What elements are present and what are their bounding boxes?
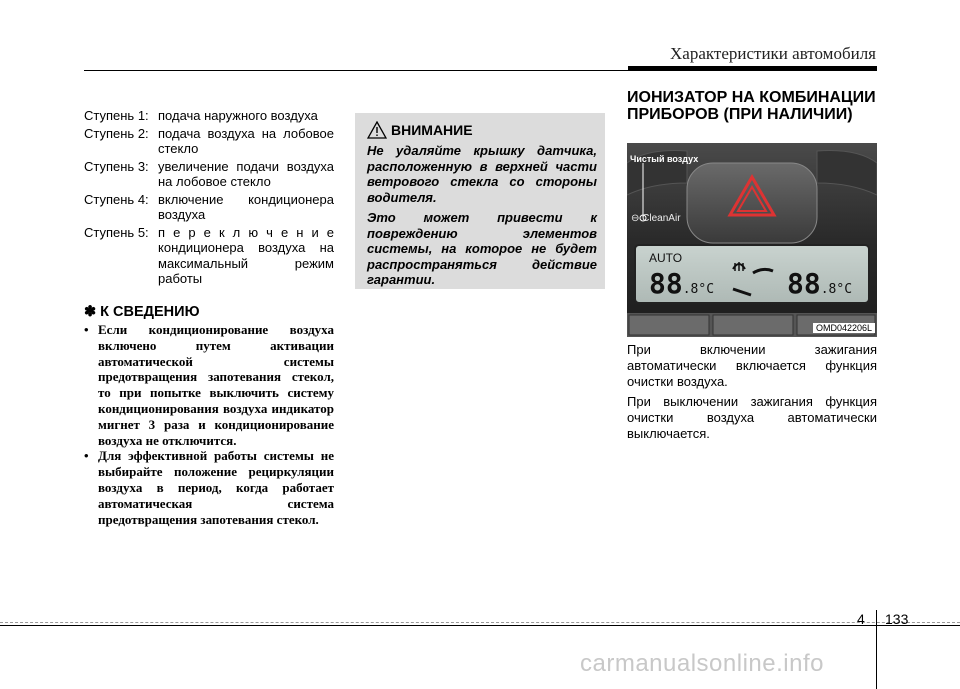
- warning-triangle-icon: [367, 121, 387, 139]
- steps-list: [84, 108, 334, 289]
- watermark: carmanualsonline.info: [580, 650, 824, 677]
- step-text: п е р е к л ю ч е н и е кондиционера воздуха на максимальный режим работы: [158, 224, 334, 286]
- step-label: Ступень 1:: [84, 108, 149, 123]
- temp-left-digits: 88: [649, 267, 683, 300]
- caution-body: [367, 143, 597, 293]
- step-label: Ступень 5:: [84, 224, 149, 240]
- running-header: Характеристики автомобиля: [670, 44, 876, 63]
- dashboard-illustration: [627, 143, 877, 337]
- step-text: подача воздуха на лобовое стекло: [158, 125, 334, 156]
- step-item: [84, 192, 334, 223]
- note-title: ✽ К СВЕДЕНИЮ: [84, 304, 200, 320]
- note-text: Для эффективной работы системы не выбирайте положение рециркуляции воздуха в период, когда работает автоматическая система предотвращения запотевания стекол.: [98, 448, 334, 527]
- bullet-icon: •: [84, 322, 89, 337]
- cleanair-label: [631, 213, 681, 224]
- temp-right-digits: 88: [787, 267, 821, 300]
- body-paragraph: При выключении зажигания функция очистки воздуха автоматически выключается.: [627, 394, 877, 441]
- caution-title: ВНИМАНИЕ: [391, 122, 473, 138]
- caution-header: [367, 121, 473, 139]
- ion-icon: ⊖: [631, 213, 640, 224]
- step-item: [84, 126, 334, 157]
- step-item: [84, 225, 334, 287]
- note-text: Если кондиционирование воздуха включено путем активации автоматической системы предотвращения запотевания стекол, то при попытке выключить систему кондиционирования воздуха индикатор мигнет 3 раза и кондиционирование воздуха не отключится.: [98, 322, 334, 448]
- caution-paragraph: Это может привести к повреждению элементов системы, на которое не будет распространяться действие гарантии.: [367, 210, 597, 287]
- page-number: 133: [885, 611, 909, 627]
- footer-divider: [876, 610, 877, 689]
- footer-dashed-rule: [0, 622, 960, 623]
- caution-box: [355, 113, 605, 289]
- header-rule: [84, 70, 877, 71]
- temp-left: [649, 267, 714, 300]
- figure-code: OMD042206L: [813, 323, 875, 333]
- note-item: [84, 322, 334, 448]
- auto-label: AUTO: [649, 251, 683, 265]
- step-label: Ступень 3:: [84, 158, 149, 174]
- bullet-icon: •: [84, 448, 89, 464]
- step-label: Ступень 4:: [84, 191, 149, 207]
- temp-right: [787, 267, 852, 300]
- caution-paragraph: Не удаляйте крышку датчика, расположенную в верхней части ветрового стекла со стороны водителя.: [367, 143, 597, 205]
- dashboard-photo: [627, 143, 877, 337]
- cleanair-text: CleanAir: [642, 213, 681, 224]
- note-item: [84, 448, 334, 527]
- step-item: [84, 159, 334, 190]
- temp-left-decimal: .8°C: [682, 282, 715, 297]
- chapter-number: 4: [857, 611, 865, 627]
- temp-right-decimal: .8°C: [820, 282, 853, 297]
- section-title: ИОНИЗАТОР НА КОМБИНАЦИИ ПРИБОРОВ (ПРИ НАЛИЧИИ): [627, 89, 876, 123]
- footer-rule: [0, 625, 960, 626]
- step-item: [84, 108, 334, 124]
- note-list: [84, 322, 334, 527]
- step-text: подача наружного воздуха: [158, 108, 318, 123]
- callout-label: Чистый воздух: [630, 154, 699, 164]
- body-paragraph: При включении зажигания автоматически включается функция очистки воздуха.: [627, 342, 877, 389]
- step-text: увеличение подачи воздуха на лобовое стекло: [158, 158, 334, 189]
- section-body: [627, 342, 877, 446]
- step-label: Ступень 2:: [84, 125, 149, 141]
- step-text: включение кондиционера воздуха: [158, 191, 334, 222]
